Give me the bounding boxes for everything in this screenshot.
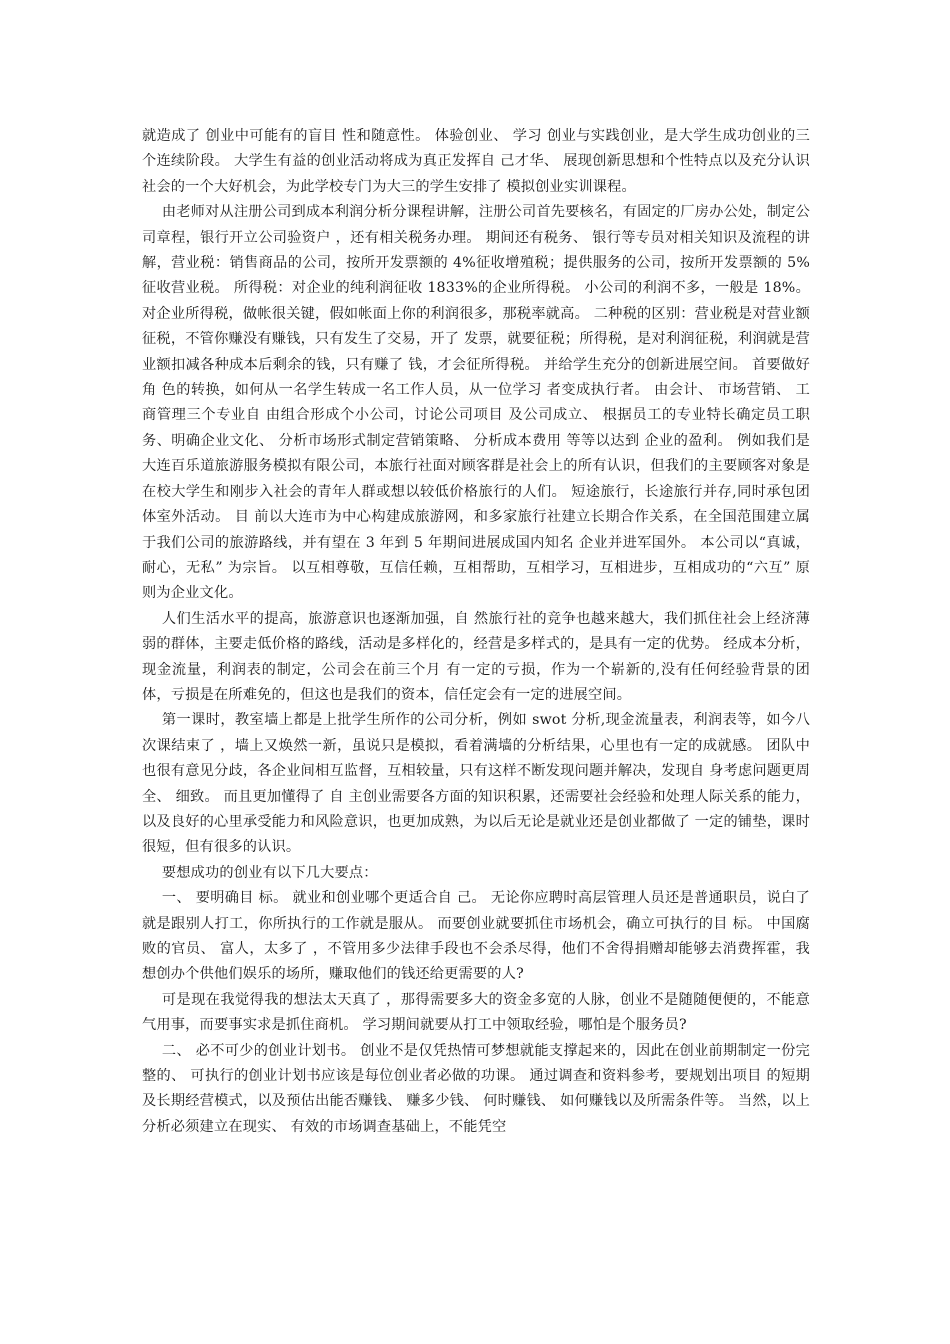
paragraph-course-explanation: 由老师对从注册公司到成本利润分析分课程讲解，注册公司首先要核名，有固定的厂房办公处，制定公司章程，银行开立公司验资户 ，还有相关税务办理。 期间还有税务、 银行等专员对相关知识及流程的讲解，营业税：销售商品的公司，按所开发票额的 4%征收增殖税；提供服务的公司，按所开发票额的 5%征收营业税。 所得税：对企业的纯利润征收 1833%的企业所得税。 小公司的利润不多，一般是 18%。 对企业所得税，做帐很关键，假如帐面上你的利润很多，那税率就高。 二种税的区别：营业税是对营业额征税，不管你赚没有赚钱，只有发生了交易，开了 发票，就要征税；所得税，是对利润征税，利润就是营业额扣减各种成本后剩余的钱，只有赚了 钱，才会征所得税。 并给学生充分的创新进展空间。 首要做好角 色的转换，如何从一名学生转成一名工作人员，从一位学习 者变成执行者。 由会计、 市场营销、 工商管理三个专业自 由组合形成个小公司，讨论公司项目 及公司成立、 根据员工的专业特长确定员工职务、明确企业文化、 分析市场形式制定营销策略、 分析成本费用 等等以达到 企业的盈利。 例如我们是大连百乐道旅游服务模拟有限公司，本旅行社面对顾客群是社会上的所有认识，但我们的主要顾客对象是在校大学生和刚步入社会的青年人群或想以较低价格旅行的人们。 短途旅行，长途旅行并存,同时承包团体室外活动。 目 前以大连市为中心构建成旅游网，和多家旅行社建立长期合作关系，在全国范围建立属于我们公司的旅游路线，并有望在 3 年到 5 年期间进展成国内知名 企业并进军国外。 本公司以“真诚，耐心，无私” 为宗旨。 以互相尊敬，互信任赖，互相帮助，互相学习，互相进步，互相成功的“六互” 原则为企业文化。 [142,204,810,602]
paragraph-key-points-heading: 要想成功的创业有以下几大要点： [161,864,378,881]
paragraph-point-one: 一、 要明确目 标。 就业和创业哪个更适合自 己。 无论你应聘时高层管理人员还是普通职员，说白了 就是跟别人打工，你所执行的工作就是服从。 而要创业就要抓住市场机会，确立可执行的目 标。 中国腐败的官员、 富人，太多了 ，不管用多少法律手段也不会杀尽得，他们不舍得捐赠却能够去消费挥霍，我想创办个供他们娱乐的场所，赚取他们的钱还给更需要的人? [142,890,810,983]
paragraph-intro: 就造成了 创业中可能有的盲目 性和随意性。 体验创业、 学习 创业与实践创业，是大学生成功创业的三个连续阶段。 大学生有益的创业活动将成为真正发挥自 己才华、 展现创新思想和个性特点以及充分认识社会的一个大好机会，为此学校专门为大三的学生安排了 模拟创业实训课程。 [142,128,810,195]
paragraph-first-lesson: 第一课时，教室墙上都是上批学生所作的公司分析，例如 swot 分析,现金流量表，利润表等，如今八次课结束了 ，墙上又焕然一新，虽说只是模拟，看着满墙的分析结果，心里也有一定的成就感。 团队中也很有意见分歧，各企业间相互监督，互相较量，只有这样不断发现问题并解决，发现自 身考虑问题更周全、 细致。 而且更加懂得了 自 主创业需要各方面的知识积累，还需要社会经验和处理人际关系的能力，以及良好的心里承受能力和风险意识，也更加成熟，为以后无论是就业还是创业都做了 一定的铺垫，课时很短，但有很多的认识。 [142,712,810,856]
paragraph-competition: 人们生活水平的提高，旅游意识也逐渐加强，自 然旅行社的竞争也越来越大，我们抓住社会上经济薄弱的群体，主要走低价格的路线，活动是多样化的，经营是多样式的，是具有一定的优势。 经成本分析，现金流量，利润表的制定，公司会在前三个月 有一定的亏损，作为一个崭新的,没有任何经验背景的团体，亏损是在所难免的，但这也是我们的资本，信任定会有一定的进展空间。 [142,610,810,703]
paragraph-point-two: 二、 必不可少的创业计划书。 创业不是仅凭热情可梦想就能支撑起来的，因此在创业前期制定一份完整的、 可执行的创业计划书应该是每位创业者必做的功课。 通过调查和资料参考，要规划出项目 的短期及长期经营模式，以及预估出能否赚钱、 赚多少钱、 何时赚钱、 如何赚钱以及所需条件等。 当然，以上分析必须建立在现实、 有效的市场调查基础上，不能凭空 [142,1042,810,1135]
paragraph-reflection: 可是现在我觉得我的想法太天真了 ，那得需要多大的资金多宽的人脉，创业不是随随便便的，不能意气用事，而要事实求是抓住商机。 学习期间就要从打工中领取经验，哪怕是个服务员? [142,991,810,1034]
document-page [142,124,810,1140]
